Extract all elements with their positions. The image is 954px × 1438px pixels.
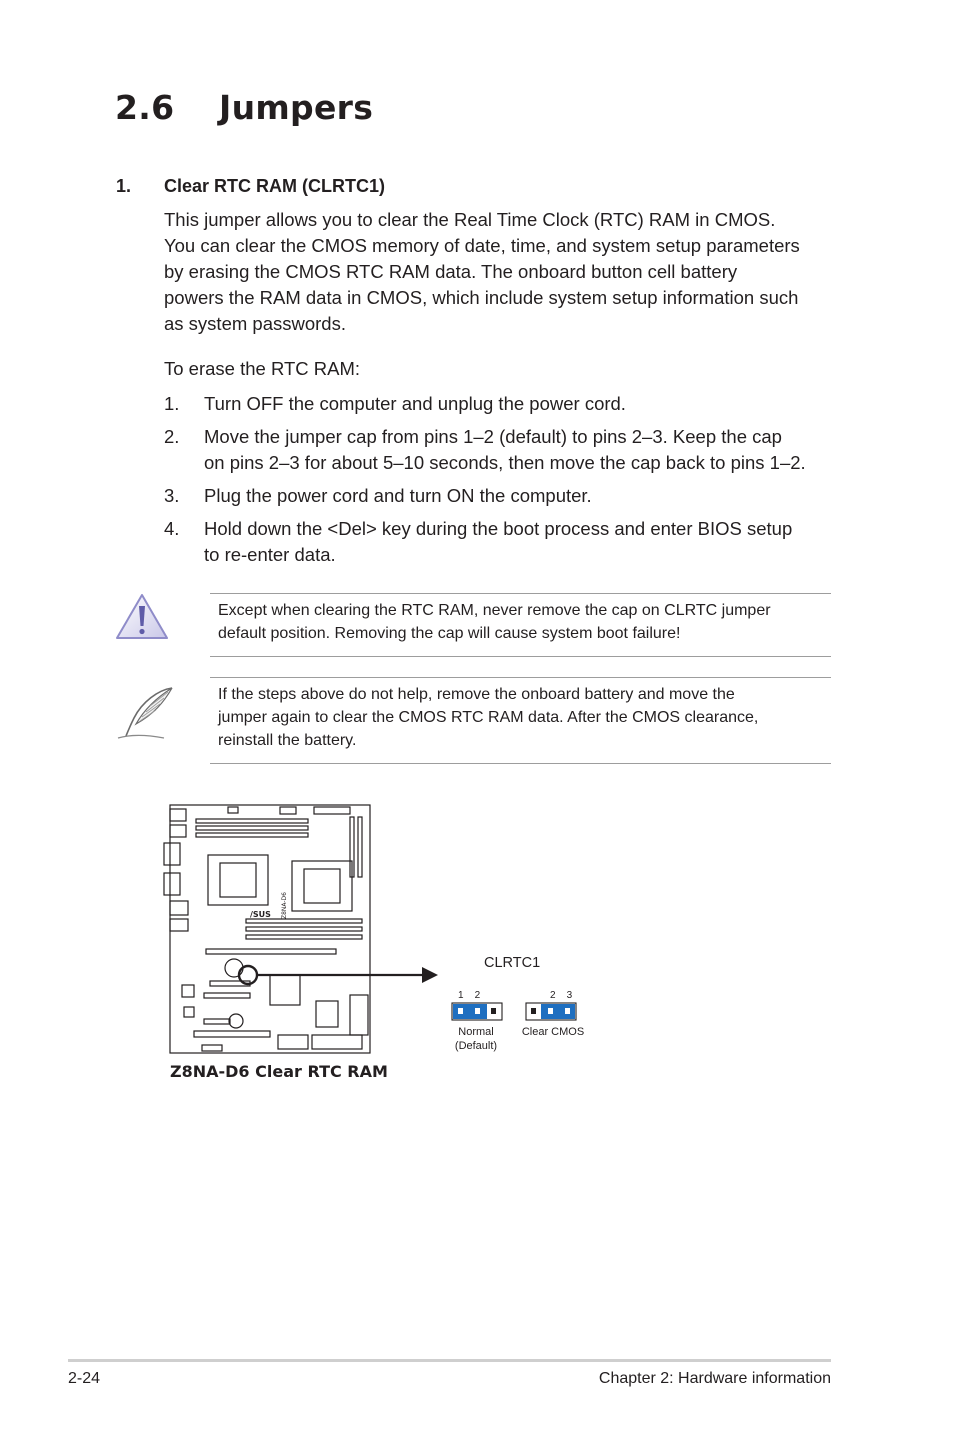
list-item bbox=[164, 516, 844, 568]
warning-triangle-icon bbox=[114, 592, 170, 642]
step-number: 2. bbox=[164, 426, 180, 447]
paragraph-line: as system passwords. bbox=[164, 313, 346, 334]
footer-rule bbox=[68, 1359, 831, 1362]
feather-note-icon bbox=[114, 684, 178, 742]
item-heading bbox=[116, 176, 385, 197]
step-number: 3. bbox=[164, 485, 180, 506]
step-line: Turn OFF the computer and unplug the power cord. bbox=[204, 393, 626, 414]
warning-text bbox=[218, 599, 828, 645]
brand-logo: /SUS bbox=[250, 910, 271, 919]
pin-2 bbox=[548, 1008, 553, 1014]
steps-list bbox=[164, 391, 844, 575]
item-number: 1. bbox=[116, 176, 132, 196]
step-text bbox=[204, 483, 844, 509]
step-text bbox=[204, 516, 844, 568]
warning-top-rule bbox=[210, 593, 831, 594]
item-heading-text: Clear RTC RAM (CLRTC1) bbox=[164, 176, 386, 196]
section-title bbox=[115, 88, 373, 127]
section-number: 2.6 bbox=[115, 88, 175, 127]
note-bottom-rule bbox=[210, 763, 831, 764]
item-paragraph bbox=[164, 207, 844, 337]
note-line: If the steps above do not help, remove the onboard battery and move the bbox=[218, 686, 735, 703]
list-item bbox=[164, 483, 844, 509]
steps-intro: To erase the RTC RAM: bbox=[164, 358, 361, 379]
step-text bbox=[204, 391, 844, 417]
list-item bbox=[164, 424, 844, 476]
step-line: Move the jumper cap from pins 1–2 (default) to pins 2–3. Keep the cap bbox=[204, 426, 782, 447]
note-line: reinstall the battery. bbox=[218, 732, 357, 749]
note-top-rule bbox=[210, 677, 831, 678]
warning-line: default position. Removing the cap will cause system boot failure! bbox=[218, 625, 681, 642]
warning-line: Except when clearing the RTC RAM, never remove the cap on CLRTC jumper bbox=[218, 602, 771, 619]
chapter-title: Chapter 2: Hardware information bbox=[598, 1370, 831, 1387]
clrtc-diagram bbox=[100, 795, 620, 1095]
note-text bbox=[218, 683, 828, 752]
section-title-text: Jumpers bbox=[219, 88, 374, 127]
pin-1 bbox=[458, 1008, 463, 1014]
jumper-name: CLRTC1 bbox=[484, 955, 541, 971]
step-line: Plug the power cord and turn ON the computer. bbox=[204, 485, 592, 506]
clear-pin-numbers: 2 3 bbox=[550, 990, 573, 1001]
normal-label: Normal bbox=[458, 1026, 494, 1038]
pin-3 bbox=[565, 1008, 570, 1014]
paragraph-line: This jumper allows you to clear the Real Time Clock (RTC) RAM in CMOS. bbox=[164, 209, 776, 230]
clear-cmos-label: Clear CMOS bbox=[521, 1026, 585, 1038]
normal-pin-numbers: 1 2 bbox=[458, 990, 481, 1001]
pin-2 bbox=[475, 1008, 480, 1014]
step-number: 1. bbox=[164, 393, 180, 414]
warning-bottom-rule bbox=[210, 656, 831, 657]
diagram-caption: Z8NA-D6 Clear RTC RAM bbox=[170, 1062, 388, 1081]
page-number: 2-24 bbox=[68, 1370, 101, 1387]
pointer-arrow-head bbox=[422, 967, 438, 983]
step-line: on pins 2–3 for about 5–10 seconds, then move the cap back to pins 1–2. bbox=[204, 452, 806, 473]
motherboard-layout bbox=[164, 805, 370, 1053]
pin-3 bbox=[491, 1008, 496, 1014]
step-number: 4. bbox=[164, 518, 180, 539]
board-model-label: Z8NA-D6 bbox=[281, 892, 288, 919]
default-label: (Default) bbox=[454, 1040, 498, 1052]
paragraph-line: powers the RAM data in CMOS, which include system setup information such bbox=[164, 287, 799, 308]
step-text bbox=[204, 424, 844, 476]
note-line: jumper again to clear the CMOS RTC RAM data. After the CMOS clearance, bbox=[218, 709, 759, 726]
list-item bbox=[164, 391, 844, 417]
paragraph-line: by erasing the CMOS RTC RAM data. The onboard button cell battery bbox=[164, 261, 738, 282]
step-line: Hold down the <Del> key during the boot process and enter BIOS setup bbox=[204, 518, 793, 539]
step-line: to re-enter data. bbox=[204, 544, 336, 565]
pin-1 bbox=[531, 1008, 536, 1014]
paragraph-line: You can clear the CMOS memory of date, time, and system setup parameters bbox=[164, 235, 800, 256]
